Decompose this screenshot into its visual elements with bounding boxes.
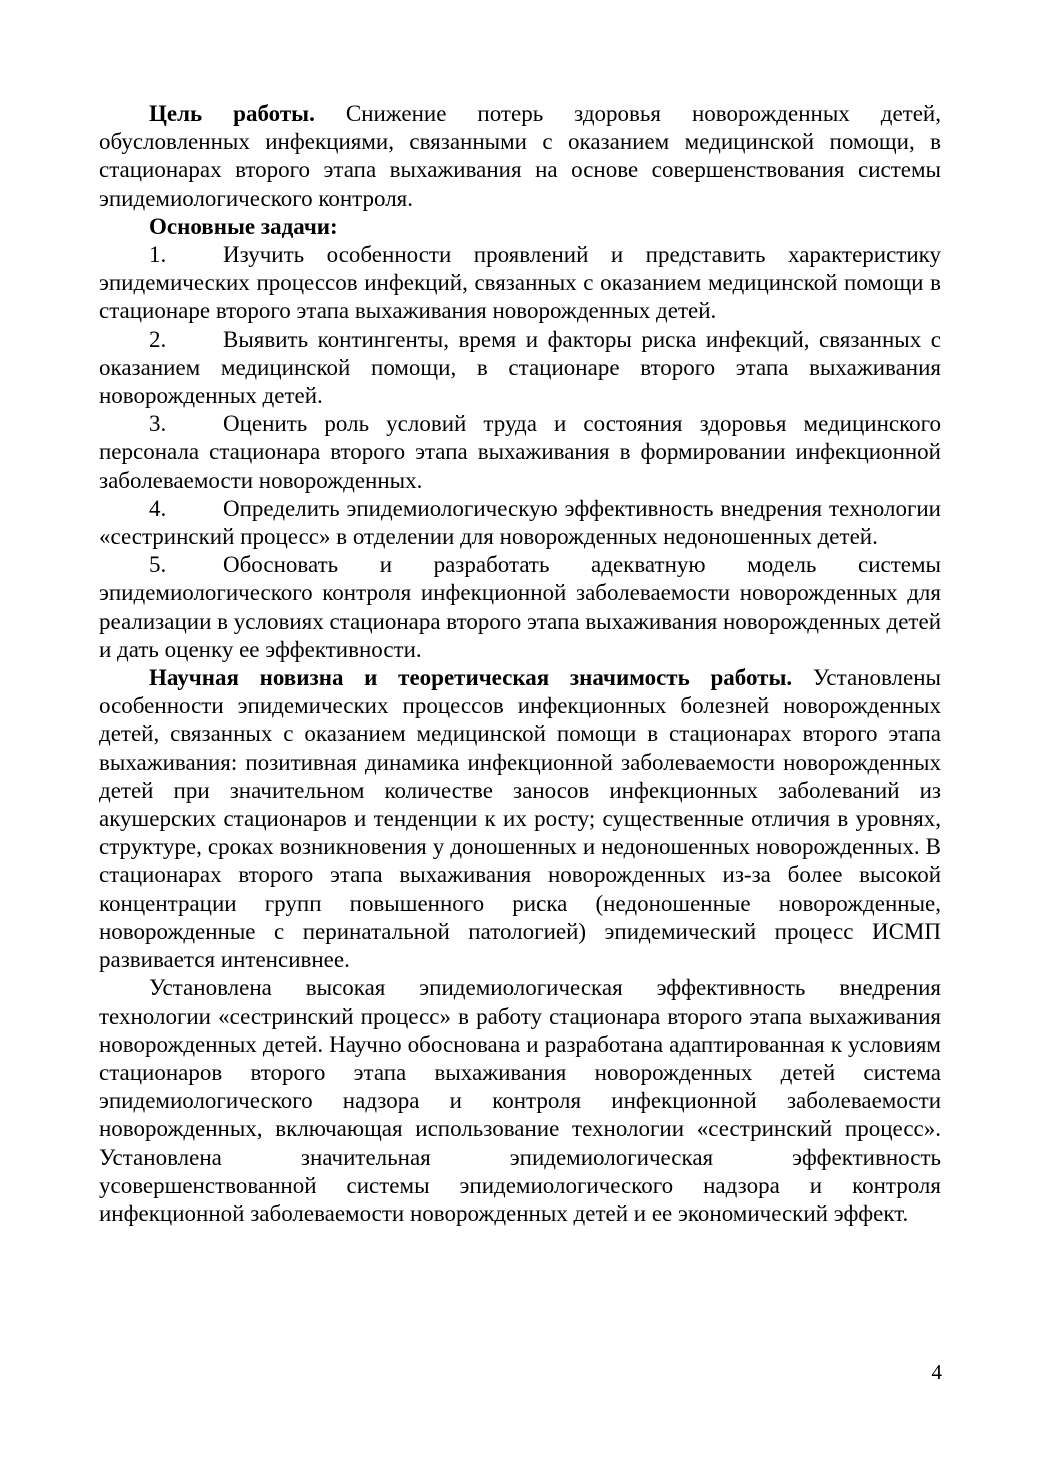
task-item <box>99 241 941 326</box>
novelty-paragraph <box>99 664 941 974</box>
task-number: 3. <box>149 411 167 437</box>
task-text: Обосновать и разработать адекватную модель системы эпидемиологического контроля инфекционной заболеваемости новорожденных для реализации в условиях стационара второго этапа выхаживания новорожденных детей и дать оценку ее эффективности. <box>99 552 941 662</box>
task-item <box>99 326 941 411</box>
task-number: 2. <box>149 326 167 352</box>
goal-text: Снижение потерь здоровья новорожденных детей, обусловленных инфекциями, связанными с оказанием медицинской помощи, в стационарах второго этапа выхаживания на основе совершенствования системы эпидемиологического контроля. <box>99 101 941 211</box>
tasks-heading: Основные задачи: <box>149 213 338 239</box>
task-item <box>99 551 941 664</box>
task-number: 1. <box>149 242 167 268</box>
goal-heading: Цель работы. <box>149 101 315 126</box>
task-text: Оценить роль условий труда и состояния здоровья медицинского персонала стационара второго этапа выхаживания в формировании инфекционной заболеваемости новорожденных. <box>99 411 941 493</box>
task-number: 4. <box>149 495 167 521</box>
task-text: Определить эпидемиологическую эффективность внедрения технологии «сестринский процесс» в отделении для новорожденных недоношенных детей. <box>99 495 941 550</box>
document-body <box>99 100 941 1228</box>
novelty-text: Установлены особенности эпидемических процессов инфекционных болезней новорожденных детей, связанных с оказанием медицинской помощи в стационарах второго этапа выхаживания: позитивная динамика инфекционной заболеваемости новорожденных детей при значительном количестве заносов инфекционных заболеваний из акушерских стационаров и тенденции к их росту; существенные отличия в уровнях, структуре, сроках возникновения у доношенных и недоношенных новорожденных. В стационарах второго этапа выхаживания новорожденных из-за более высокой концентрации групп повышенного риска (недоношенные новорожденные, новорожденные с перинатальной патологией) эпидемический процесс ИСМП развивается интенсивнее. <box>99 665 941 973</box>
task-item <box>99 495 941 551</box>
page-number: 4 <box>931 1360 942 1384</box>
task-item <box>99 410 941 495</box>
conclusion-paragraph: Установлена высокая эпидемиологическая эффективность внедрения технологии «сестринский процесс» в работу стационара второго этапа выхаживания новорожденных детей. Научно обоснована и разработана адаптированная к условиям стационаров второго этапа выхаживания новорожденных детей система эпидемиологического надзора и контроля инфекционной заболеваемости новорожденных, включающая использование технологии «сестринский процесс». Установлена значительная эпидемиологическая эффективность усовершенствованной системы эпидемиологического надзора и контроля инфекционной заболеваемости новорожденных детей и ее экономический эффект. <box>99 975 941 1226</box>
task-text: Выявить контингенты, время и факторы риска инфекций, связанных с оказанием медицинской помощи, в стационаре второго этапа выхаживания новорожденных детей. <box>99 326 941 409</box>
goal-paragraph <box>99 100 941 213</box>
novelty-heading: Научная новизна и теоретическая значимость работы. <box>149 665 793 691</box>
task-text: Изучить особенности проявлений и представить характеристику эпидемических процессов инфекций, связанных с оказанием медицинской помощи в стационаре второго этапа выхаживания новорожденных детей. <box>99 242 941 324</box>
task-number: 5. <box>149 552 167 578</box>
